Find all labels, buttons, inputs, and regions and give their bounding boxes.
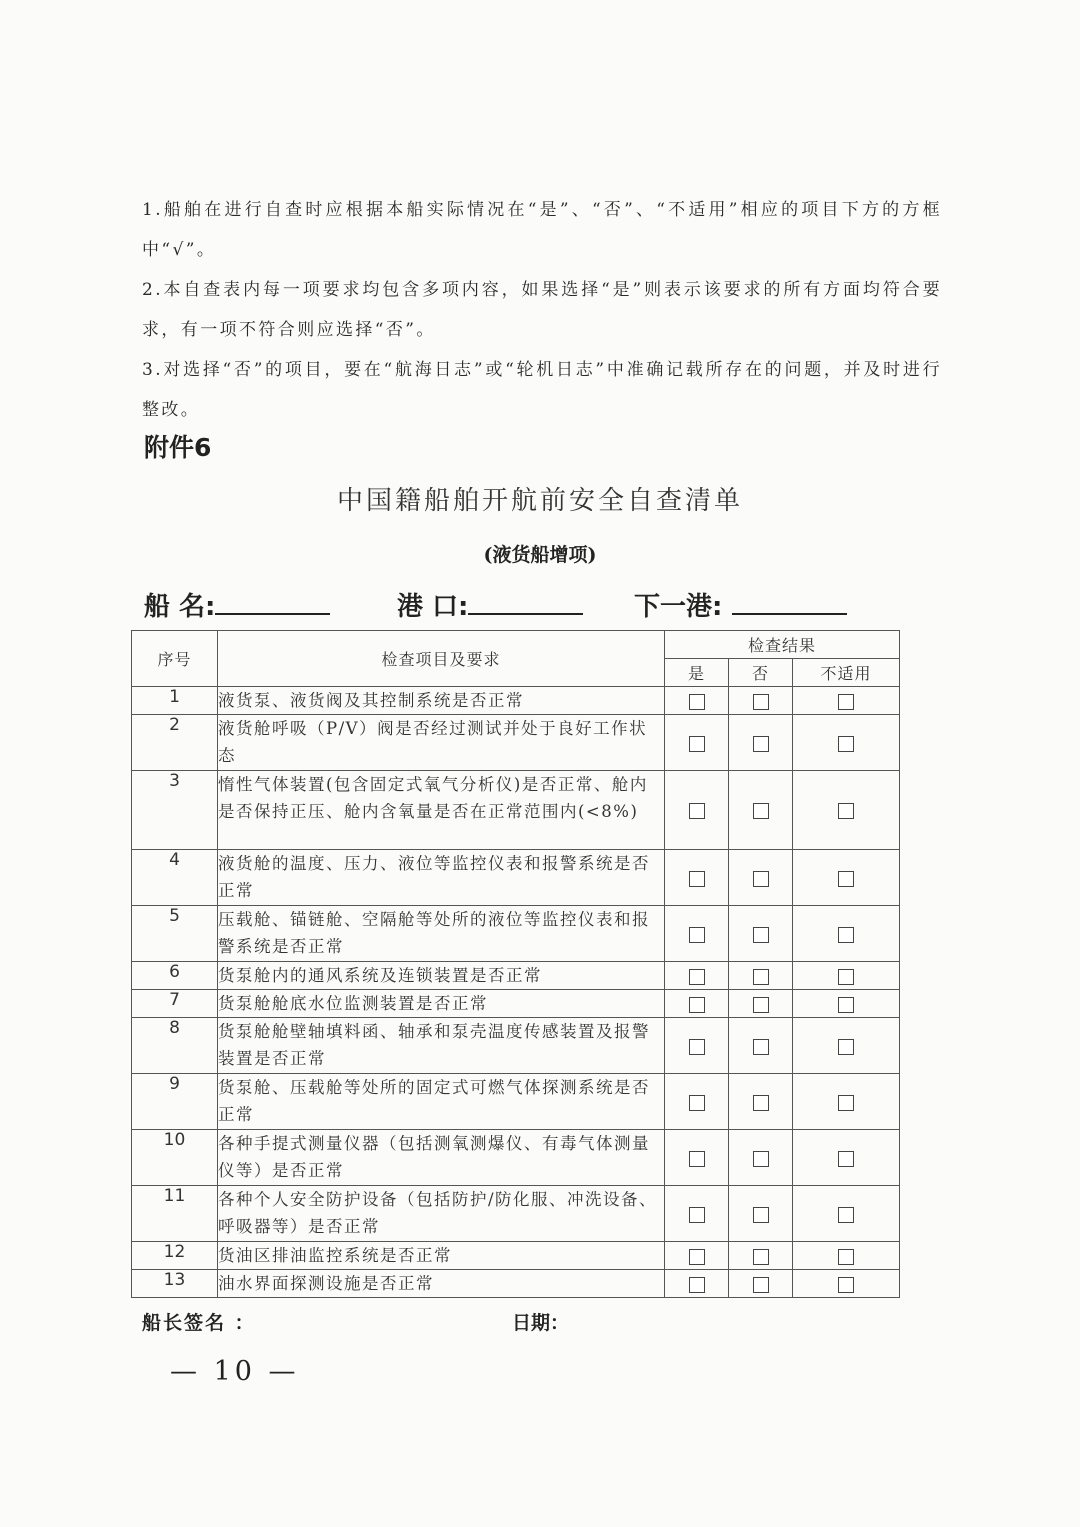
checkbox-yes[interactable] xyxy=(689,803,705,819)
document-subtitle: (液货船增项) xyxy=(483,544,597,566)
result-cell-yes xyxy=(665,1130,729,1186)
checkbox-na[interactable] xyxy=(838,736,854,752)
ship-name-blank[interactable] xyxy=(215,585,330,615)
table-row xyxy=(132,715,900,771)
row-number: 3 xyxy=(132,771,218,850)
checkbox-no[interactable] xyxy=(753,1095,769,1111)
checkbox-na[interactable] xyxy=(838,969,854,985)
checkbox-na[interactable] xyxy=(838,871,854,887)
port-label: 港 口: xyxy=(397,592,469,622)
result-cell-no xyxy=(729,1242,793,1270)
row-number: 6 xyxy=(132,962,218,990)
result-cell-na xyxy=(793,1018,900,1074)
table-row xyxy=(132,1018,900,1074)
result-cell-no xyxy=(729,1018,793,1074)
checkbox-yes[interactable] xyxy=(689,736,705,752)
row-item-text: 惰性气体装置(包含固定式氧气分析仪)是否正常、舱内是否保持正压、舱内含氧量是否在正常范围内(<8%) xyxy=(218,771,665,850)
row-item-text: 货泵舱舱壁轴填料函、轴承和泵壳温度传感装置及报警装置是否正常 xyxy=(218,1018,665,1074)
row-item-text: 货油区排油监控系统是否正常 xyxy=(218,1242,665,1270)
checkbox-na[interactable] xyxy=(838,1039,854,1055)
row-item-text: 油水界面探测设施是否正常 xyxy=(218,1270,665,1298)
header-result: 检查结果 xyxy=(665,631,900,659)
page-number: — 10 — xyxy=(170,1356,300,1387)
ship-name-field[interactable] xyxy=(144,585,330,623)
checkbox-yes[interactable] xyxy=(689,871,705,887)
checkbox-no[interactable] xyxy=(753,1277,769,1293)
result-cell-no xyxy=(729,850,793,906)
checkbox-no[interactable] xyxy=(753,871,769,887)
checkbox-na[interactable] xyxy=(838,1095,854,1111)
result-cell-no xyxy=(729,1074,793,1130)
checkbox-no[interactable] xyxy=(753,997,769,1013)
checkbox-no[interactable] xyxy=(753,1151,769,1167)
attachment-label: 附件6 xyxy=(144,433,212,462)
next-port-label: 下一港: xyxy=(634,592,723,622)
checkbox-yes[interactable] xyxy=(689,927,705,943)
checkbox-na[interactable] xyxy=(838,1249,854,1265)
table-row xyxy=(132,1074,900,1130)
row-item-text: 各种手提式测量仪器（包括测氧测爆仪、有毒气体测量仪等）是否正常 xyxy=(218,1130,665,1186)
row-item-text: 货泵舱、压载舱等处所的固定式可燃气体探测系统是否正常 xyxy=(218,1074,665,1130)
checkbox-no[interactable] xyxy=(753,736,769,752)
checkbox-na[interactable] xyxy=(838,803,854,819)
date-label: 日期： xyxy=(512,1312,570,1334)
row-number: 8 xyxy=(132,1018,218,1074)
header-seq: 序号 xyxy=(132,631,218,687)
checkbox-no[interactable] xyxy=(753,969,769,985)
result-cell-no xyxy=(729,715,793,771)
checkbox-na[interactable] xyxy=(838,997,854,1013)
header-yes: 是 xyxy=(665,659,729,687)
result-cell-na xyxy=(793,687,900,715)
row-number: 7 xyxy=(132,990,218,1018)
result-cell-no xyxy=(729,1130,793,1186)
result-cell-yes xyxy=(665,850,729,906)
checkbox-yes[interactable] xyxy=(689,1249,705,1265)
document-title: 中国籍船舶开航前安全自查清单 xyxy=(336,486,743,516)
table-row xyxy=(132,962,900,990)
row-number: 1 xyxy=(132,687,218,715)
checkbox-no[interactable] xyxy=(753,803,769,819)
checkbox-na[interactable] xyxy=(838,1151,854,1167)
result-cell-na xyxy=(793,990,900,1018)
ship-info-line xyxy=(144,585,904,625)
note-1: 1.船舶在进行自查时应根据本船实际情况在“是”、“否”、“不适用”相应的项目下方的方框中“√”。 xyxy=(142,200,942,260)
row-number: 2 xyxy=(132,715,218,771)
result-cell-no xyxy=(729,906,793,962)
checkbox-na[interactable] xyxy=(838,694,854,710)
checkbox-yes[interactable] xyxy=(689,694,705,710)
result-cell-yes xyxy=(665,1270,729,1298)
checkbox-yes[interactable] xyxy=(689,1095,705,1111)
result-cell-na xyxy=(793,715,900,771)
row-item-text: 压载舱、锚链舱、空隔舱等处所的液位等监控仪表和报警系统是否正常 xyxy=(218,906,665,962)
result-cell-no xyxy=(729,687,793,715)
checkbox-yes[interactable] xyxy=(689,1207,705,1223)
table-row xyxy=(132,1186,900,1242)
checkbox-no[interactable] xyxy=(753,694,769,710)
instruction-notes xyxy=(142,190,942,430)
result-cell-na xyxy=(793,906,900,962)
checkbox-no[interactable] xyxy=(753,1207,769,1223)
checkbox-no[interactable] xyxy=(753,927,769,943)
row-item-text: 液货舱的温度、压力、液位等监控仪表和报警系统是否正常 xyxy=(218,850,665,906)
table-row xyxy=(132,906,900,962)
result-cell-yes xyxy=(665,1018,729,1074)
result-cell-yes xyxy=(665,715,729,771)
result-cell-no xyxy=(729,1270,793,1298)
header-no: 否 xyxy=(729,659,793,687)
table-row xyxy=(132,1242,900,1270)
result-cell-yes xyxy=(665,1074,729,1130)
result-cell-na xyxy=(793,771,900,850)
result-cell-no xyxy=(729,771,793,850)
header-na: 不适用 xyxy=(793,659,900,687)
checkbox-no[interactable] xyxy=(753,1249,769,1265)
checkbox-na[interactable] xyxy=(838,927,854,943)
checkbox-yes[interactable] xyxy=(689,1039,705,1055)
checklist-table xyxy=(131,630,900,1298)
table-row xyxy=(132,687,900,715)
next-port-field[interactable] xyxy=(634,585,847,623)
row-number: 10 xyxy=(132,1130,218,1186)
row-number: 4 xyxy=(132,850,218,906)
table-row xyxy=(132,990,900,1018)
row-number: 9 xyxy=(132,1074,218,1130)
result-cell-yes xyxy=(665,771,729,850)
table-row xyxy=(132,1130,900,1186)
table-row xyxy=(132,850,900,906)
result-cell-na xyxy=(793,1074,900,1130)
row-number: 13 xyxy=(132,1270,218,1298)
result-cell-na xyxy=(793,962,900,990)
checkbox-na[interactable] xyxy=(838,1277,854,1293)
table-row xyxy=(132,771,900,850)
table-row xyxy=(132,1270,900,1298)
checkbox-yes[interactable] xyxy=(689,1277,705,1293)
result-cell-yes xyxy=(665,962,729,990)
row-item-text: 液货舱呼吸（P/V）阀是否经过测试并处于良好工作状态 xyxy=(218,715,665,771)
result-cell-na xyxy=(793,1130,900,1186)
next-port-blank[interactable] xyxy=(732,585,847,615)
result-cell-na xyxy=(793,850,900,906)
result-cell-no xyxy=(729,1186,793,1242)
ship-name-label: 船 名: xyxy=(144,592,216,622)
result-cell-yes xyxy=(665,1186,729,1242)
row-number: 5 xyxy=(132,906,218,962)
result-cell-yes xyxy=(665,906,729,962)
row-number: 11 xyxy=(132,1186,218,1242)
note-3: 3.对选择“否”的项目，要在“航海日志”或“轮机日志”中准确记载所存在的问题，并及时进行整改。 xyxy=(142,360,942,420)
checklist-rows xyxy=(132,687,900,1298)
checkbox-na[interactable] xyxy=(838,1207,854,1223)
header-item: 检查项目及要求 xyxy=(218,631,665,687)
row-number: 12 xyxy=(132,1242,218,1270)
result-cell-no xyxy=(729,990,793,1018)
row-item-text: 液货泵、液货阀及其控制系统是否正常 xyxy=(218,687,665,715)
port-blank[interactable] xyxy=(468,585,583,615)
checkbox-yes[interactable] xyxy=(689,969,705,985)
row-item-text: 各种个人安全防护设备（包括防护/防化服、冲洗设备、呼吸器等）是否正常 xyxy=(218,1186,665,1242)
checkbox-yes[interactable] xyxy=(689,997,705,1013)
result-cell-yes xyxy=(665,1242,729,1270)
port-field[interactable] xyxy=(397,585,583,623)
result-cell-na xyxy=(793,1186,900,1242)
result-cell-yes xyxy=(665,687,729,715)
result-cell-yes xyxy=(665,990,729,1018)
result-cell-na xyxy=(793,1242,900,1270)
row-item-text: 货泵舱舱底水位监测装置是否正常 xyxy=(218,990,665,1018)
checkbox-yes[interactable] xyxy=(689,1151,705,1167)
captain-signature-label: 船长签名 ： xyxy=(142,1312,256,1334)
row-item-text: 货泵舱内的通风系统及连锁装置是否正常 xyxy=(218,962,665,990)
result-cell-no xyxy=(729,962,793,990)
note-2: 2.本自查表内每一项要求均包含多项内容，如果选择“是”则表示该要求的所有方面均符合要求，有一项不符合则应选择“否”。 xyxy=(142,280,942,340)
checkbox-no[interactable] xyxy=(753,1039,769,1055)
result-cell-na xyxy=(793,1270,900,1298)
